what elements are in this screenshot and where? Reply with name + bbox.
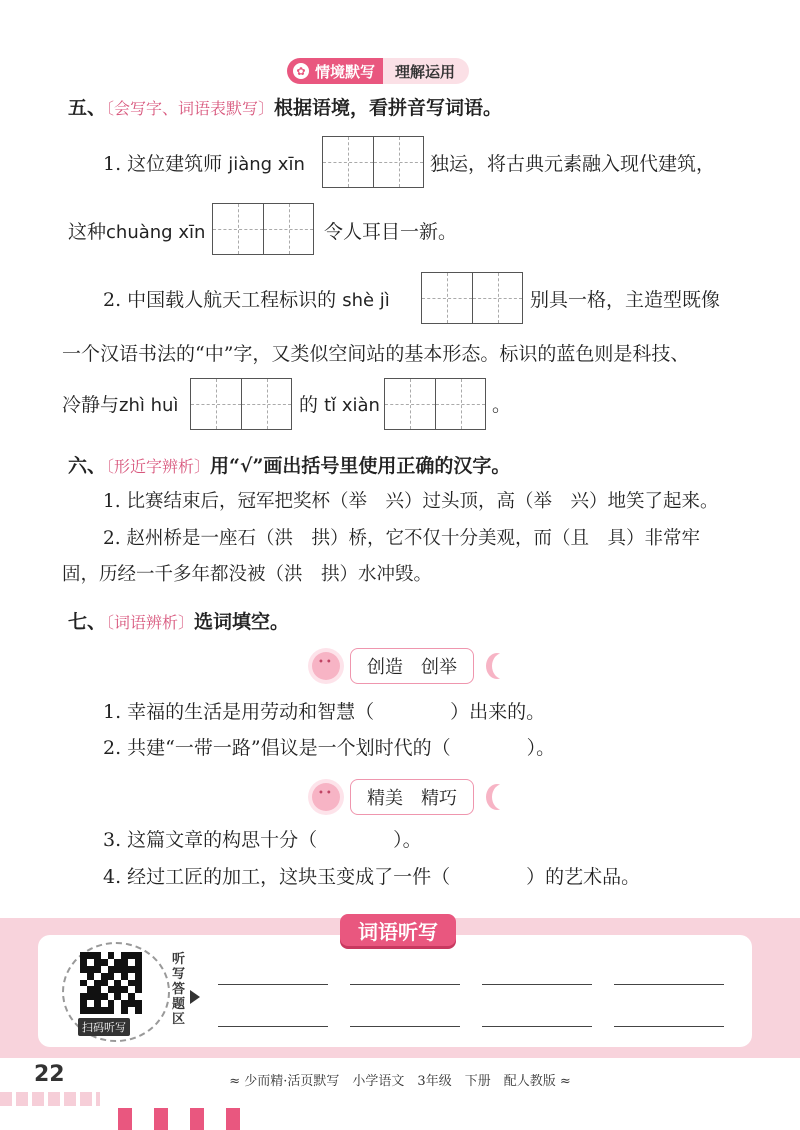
banner-tag: [287, 58, 383, 84]
answer-grid-jiangxin[interactable]: [322, 136, 424, 188]
tab-marker: [118, 1108, 132, 1130]
sec5-instruction: 根据语境，看拼音写词语。: [274, 97, 503, 119]
write-line[interactable]: [218, 984, 328, 985]
sec5-tag: 〔会写字、词语表默写〕: [106, 99, 275, 118]
sec6-line2[interactable]: 2. 赵州桥是一座石（洪 拱）桥，它不仅十分美观，而（且 具）非常牢: [103, 528, 701, 549]
sec7-heading: 七、〔词语辨析〕选词填空。: [68, 611, 290, 633]
write-line[interactable]: [614, 1026, 724, 1027]
sec7-q2[interactable]: 2. 共建“一带一路”倡议是一个划时代的（ ）。: [103, 737, 556, 759]
sec5-line3-post: 别具一格，主造型既像: [530, 289, 721, 311]
tab-marker: [190, 1108, 204, 1130]
word-choice-1-text: 创造 创举: [350, 648, 474, 684]
write-line[interactable]: [482, 1026, 592, 1027]
flower-icon: ✿: [293, 63, 309, 79]
wave-decoration: [0, 1092, 100, 1106]
sec6-tag: 〔形近字辨析〕: [106, 457, 211, 476]
sec5-line2-post: 令人耳目一新。: [324, 221, 458, 243]
sec7-tag: 〔词语辨析〕: [106, 613, 195, 632]
write-line[interactable]: [350, 1026, 460, 1027]
sec7-q1[interactable]: 1. 幸福的生活是用劳动和智慧（ ）出来的。: [103, 701, 546, 723]
sec5-heading: 五、〔会写字、词语表默写〕根据语境，看拼音写词语。: [68, 97, 503, 119]
moon-icon: [492, 653, 514, 679]
pinyin-tixian: tǐ xiàn: [324, 395, 380, 416]
tab-marker: [226, 1108, 240, 1130]
sec6-heading: 六、〔形近字辨析〕用“√”画出括号里使用正确的汉字。: [68, 455, 511, 477]
sec7-q4[interactable]: 4. 经过工匠的加工，这块玉变成了一件（ ）的艺术品。: [103, 866, 641, 888]
pinyin-sheji: shè jì: [342, 290, 390, 311]
pinyin-jiangxin: jiàng xīn: [228, 154, 305, 175]
sec5-line3-pre: 2. 中国载人航天工程标识的 shè jì: [103, 289, 390, 311]
sec6-line1[interactable]: 1. 比赛结束后，冠军把奖杯（举 兴）过头顶，高（举 兴）地笑了起来。: [103, 491, 719, 512]
word-choice-2-text: 精美 精巧: [350, 779, 474, 815]
sec7-instruction: 选词填空。: [194, 611, 290, 633]
answer-area-label: 听写答题区: [172, 952, 186, 1027]
answer-grid-sheji[interactable]: [421, 272, 523, 324]
pinyin-chuangxin: chuàng xīn: [106, 222, 206, 243]
sec6-line3[interactable]: 固，历经一千多年都没被（洪 拱）水冲毁。: [62, 564, 433, 585]
write-line[interactable]: [482, 984, 592, 985]
pinyin-zhihui: zhì huì: [119, 395, 179, 416]
qr-code-icon[interactable]: [80, 952, 142, 1014]
footer-text: ≈ 少而精·活页默写 小学语文 3年级 下册 配人教版 ≈: [229, 1074, 571, 1089]
sun-icon: [312, 783, 340, 811]
moon-icon: [492, 784, 514, 810]
write-line[interactable]: [350, 984, 460, 985]
arrow-right-icon: [190, 990, 200, 1004]
sec5-line1-pre: 1. 这位建筑师 jiàng xīn: [103, 153, 305, 175]
answer-grid-chuangxin[interactable]: [212, 203, 314, 255]
qr-label: 扫码听写: [78, 1018, 130, 1036]
sec5-line5-mid: 的 tǐ xiàn: [299, 394, 380, 416]
banner-tag-text: 情境默写: [315, 62, 376, 81]
sec5-line1-post: 独运，将古典元素融入现代建筑，: [430, 153, 716, 175]
banner-subtitle: 理解运用: [383, 58, 469, 84]
word-choice-1: [312, 648, 514, 684]
section-banner: [287, 58, 469, 84]
sun-icon: [312, 652, 340, 680]
listen-title: 词语听写: [340, 914, 456, 946]
write-line[interactable]: [218, 1026, 328, 1027]
tab-markers: [118, 1108, 240, 1130]
answer-grid-zhihui[interactable]: [190, 378, 292, 430]
tab-marker: [154, 1108, 168, 1130]
page-number: 22: [34, 1062, 65, 1087]
write-line[interactable]: [614, 984, 724, 985]
sec5-line2-pre: 这种chuàng xīn: [68, 221, 206, 243]
word-choice-2: [312, 779, 514, 815]
sec6-instruction: 用“√”画出括号里使用正确的汉字。: [210, 455, 511, 477]
sec5-line5-pre: 冷静与zhì huì: [62, 394, 179, 416]
answer-grid-tixian[interactable]: [384, 378, 486, 430]
sec5-line4: 一个汉语书法的“中”字，又类似空间站的基本形态。标识的蓝色则是科技、: [62, 343, 690, 365]
sec5-line5-post: 。: [492, 394, 512, 416]
sec7-q3[interactable]: 3. 这篇文章的构思十分（ ）。: [103, 829, 422, 851]
